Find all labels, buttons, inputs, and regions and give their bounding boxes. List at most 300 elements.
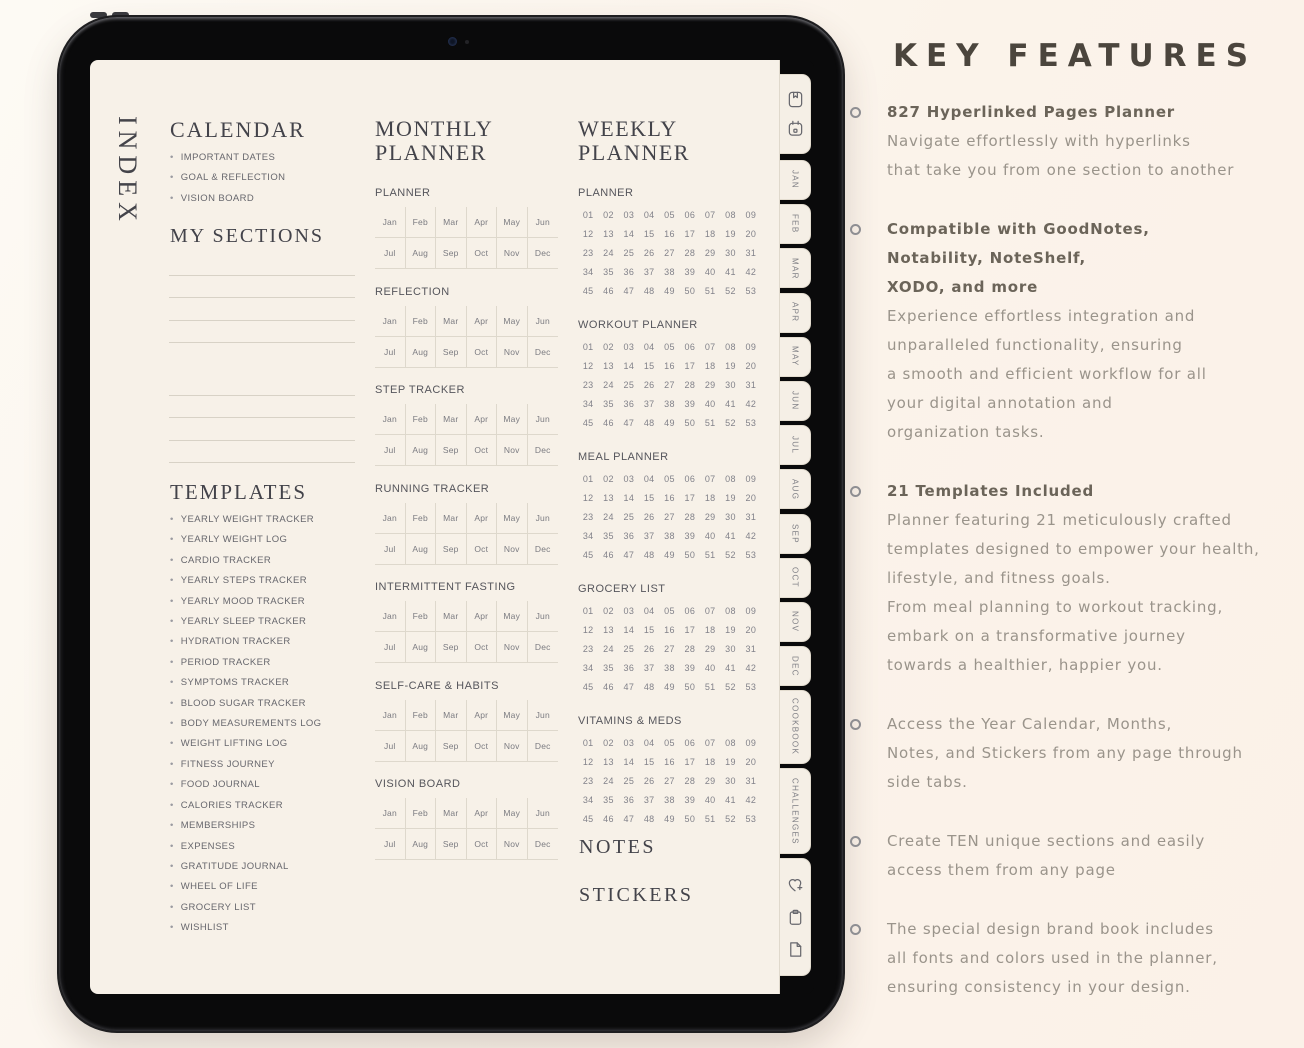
week-cell[interactable]: 13	[603, 229, 614, 240]
week-cell[interactable]: 24	[603, 511, 614, 522]
week-cell[interactable]: 26	[643, 379, 655, 390]
custom-section-slot[interactable]	[169, 321, 355, 344]
week-cell[interactable]: 39	[684, 398, 696, 409]
week-cell[interactable]: 51	[704, 285, 716, 296]
calendar-link[interactable]: • GOAL & REFLECTION	[170, 168, 285, 188]
week-cell[interactable]: 18	[704, 361, 716, 372]
month-cell[interactable]: Oct	[467, 435, 498, 466]
week-cell[interactable]: 08	[725, 210, 736, 221]
month-cell[interactable]: Jul	[375, 632, 406, 663]
month-cell[interactable]: May	[497, 207, 528, 238]
month-cell[interactable]: Apr	[467, 404, 498, 435]
calendar-link[interactable]: • VISION BOARD	[170, 189, 285, 209]
week-cell[interactable]: 27	[664, 511, 675, 522]
week-cell[interactable]: 17	[684, 625, 696, 636]
week-cell[interactable]: 15	[643, 493, 655, 504]
tab-oct[interactable]	[780, 558, 811, 598]
week-cell[interactable]: 34	[582, 530, 594, 541]
week-cell[interactable]: 36	[623, 794, 635, 805]
template-link[interactable]: • GROCERY LIST	[170, 898, 321, 918]
week-cell[interactable]: 28	[684, 247, 696, 258]
week-cell[interactable]: 07	[704, 474, 716, 485]
week-cell[interactable]: 52	[725, 681, 736, 692]
week-cell[interactable]: 20	[745, 493, 757, 504]
template-link[interactable]: • PERIOD TRACKER	[170, 653, 321, 673]
week-cell[interactable]: 34	[582, 398, 594, 409]
month-cell[interactable]: Jan	[375, 503, 406, 534]
week-cell[interactable]: 09	[745, 606, 757, 617]
month-cell[interactable]: Nov	[497, 632, 528, 663]
tab-sep[interactable]	[780, 514, 811, 554]
week-cell[interactable]: 49	[664, 681, 675, 692]
tab-nov[interactable]	[780, 602, 811, 642]
week-cell[interactable]: 48	[643, 549, 655, 560]
week-cell[interactable]: 02	[603, 474, 614, 485]
week-cell[interactable]: 52	[725, 549, 736, 560]
week-cell[interactable]: 42	[745, 662, 757, 673]
template-link[interactable]: • WEIGHT LIFTING LOG	[170, 734, 321, 754]
month-cell[interactable]: Oct	[467, 337, 498, 368]
week-cell[interactable]: 26	[643, 511, 655, 522]
week-cell[interactable]: 12	[582, 361, 594, 372]
week-cell[interactable]: 37	[643, 398, 655, 409]
week-cell[interactable]: 37	[643, 266, 655, 277]
week-cell[interactable]: 47	[623, 813, 635, 824]
template-link[interactable]: • BODY MEASUREMENTS LOG	[170, 714, 321, 734]
custom-section-slot[interactable]	[169, 253, 355, 276]
month-cell[interactable]: Aug	[406, 337, 437, 368]
month-cell[interactable]: Jul	[375, 337, 406, 368]
month-cell[interactable]: Jun	[528, 601, 559, 632]
week-cell[interactable]: 51	[704, 681, 716, 692]
month-cell[interactable]: Mar	[436, 601, 467, 632]
month-cell[interactable]: Apr	[467, 700, 498, 731]
week-cell[interactable]: 34	[582, 794, 594, 805]
week-cell[interactable]: 40	[704, 530, 716, 541]
week-cell[interactable]: 16	[664, 625, 675, 636]
week-cell[interactable]: 35	[603, 530, 614, 541]
month-cell[interactable]: Dec	[528, 238, 559, 269]
week-cell[interactable]: 24	[603, 379, 614, 390]
week-cell[interactable]: 53	[745, 813, 757, 824]
week-cell[interactable]: 24	[603, 775, 614, 786]
template-link[interactable]: • CALORIES TRACKER	[170, 796, 321, 816]
week-cell[interactable]: 36	[623, 662, 635, 673]
week-cell[interactable]: 24	[603, 247, 614, 258]
template-link[interactable]: • SYMPTOMS TRACKER	[170, 673, 321, 693]
week-cell[interactable]: 19	[725, 625, 736, 636]
week-cell[interactable]: 02	[603, 738, 614, 749]
month-cell[interactable]: Dec	[528, 435, 559, 466]
month-cell[interactable]: Jul	[375, 435, 406, 466]
monthly-section-label[interactable]: PLANNER	[375, 187, 431, 199]
month-cell[interactable]: Dec	[528, 632, 559, 663]
calendar-link[interactable]: • IMPORTANT DATES	[170, 148, 285, 168]
template-link[interactable]: • EXPENSES	[170, 837, 321, 857]
week-cell[interactable]: 13	[603, 757, 614, 768]
week-cell[interactable]: 06	[684, 210, 696, 221]
month-cell[interactable]: Sep	[436, 829, 467, 860]
monthly-section-label[interactable]: SELF-CARE & HABITS	[375, 679, 499, 692]
week-cell[interactable]: 41	[725, 662, 736, 673]
custom-section-slot[interactable]	[169, 373, 355, 396]
weekly-section-label[interactable]: GROCERY LIST	[578, 582, 666, 595]
week-cell[interactable]: 18	[704, 493, 716, 504]
custom-section-slot[interactable]	[169, 396, 355, 419]
month-cell[interactable]: Jan	[375, 798, 406, 829]
month-cell[interactable]: Aug	[406, 731, 437, 762]
week-cell[interactable]: 40	[704, 662, 716, 673]
week-cell[interactable]: 25	[623, 379, 635, 390]
week-cell[interactable]: 05	[664, 342, 675, 353]
week-cell[interactable]: 29	[704, 643, 716, 654]
week-cell[interactable]: 46	[603, 285, 614, 296]
week-cell[interactable]: 34	[582, 662, 594, 673]
month-cell[interactable]: May	[497, 798, 528, 829]
week-cell[interactable]: 16	[664, 757, 675, 768]
month-cell[interactable]: Feb	[406, 503, 437, 534]
month-cell[interactable]: Jan	[375, 404, 406, 435]
week-cell[interactable]: 26	[643, 643, 655, 654]
week-cell[interactable]: 45	[582, 813, 594, 824]
month-cell[interactable]: Feb	[406, 601, 437, 632]
clipboard-icon[interactable]	[787, 909, 804, 926]
week-cell[interactable]: 02	[603, 342, 614, 353]
week-cell[interactable]: 07	[704, 342, 716, 353]
month-cell[interactable]: Jan	[375, 601, 406, 632]
month-cell[interactable]: Nov	[497, 829, 528, 860]
tab-feb[interactable]	[780, 204, 811, 244]
week-cell[interactable]: 14	[623, 757, 635, 768]
month-cell[interactable]: Nov	[497, 337, 528, 368]
week-cell[interactable]: 19	[725, 757, 736, 768]
month-cell[interactable]: Dec	[528, 731, 559, 762]
month-cell[interactable]: Sep	[436, 435, 467, 466]
week-cell[interactable]: 03	[623, 738, 635, 749]
week-cell[interactable]: 50	[684, 549, 696, 560]
week-cell[interactable]: 40	[704, 794, 716, 805]
month-cell[interactable]: Aug	[406, 534, 437, 565]
week-cell[interactable]: 04	[643, 342, 655, 353]
week-cell[interactable]: 27	[664, 379, 675, 390]
custom-section-slot[interactable]	[169, 441, 355, 464]
week-cell[interactable]: 48	[643, 285, 655, 296]
template-link[interactable]: • MEMBERSHIPS	[170, 816, 321, 836]
template-link[interactable]: • FOOD JOURNAL	[170, 775, 321, 795]
week-cell[interactable]: 30	[725, 643, 736, 654]
week-cell[interactable]: 08	[725, 738, 736, 749]
month-cell[interactable]: Feb	[406, 207, 437, 238]
week-cell[interactable]: 08	[725, 474, 736, 485]
week-cell[interactable]: 40	[704, 266, 716, 277]
week-cell[interactable]: 06	[684, 474, 696, 485]
month-cell[interactable]: Jun	[528, 207, 559, 238]
month-cell[interactable]: Jan	[375, 700, 406, 731]
week-cell[interactable]: 23	[582, 775, 594, 786]
week-cell[interactable]: 19	[725, 229, 736, 240]
month-cell[interactable]: Jan	[375, 207, 406, 238]
stickers-link[interactable]: STICKERS	[579, 884, 694, 906]
month-cell[interactable]: Feb	[406, 798, 437, 829]
week-cell[interactable]: 49	[664, 417, 675, 428]
week-cell[interactable]: 05	[664, 474, 675, 485]
week-cell[interactable]: 35	[603, 398, 614, 409]
month-cell[interactable]: May	[497, 601, 528, 632]
week-cell[interactable]: 49	[664, 549, 675, 560]
week-cell[interactable]: 16	[664, 361, 675, 372]
week-cell[interactable]: 20	[745, 229, 757, 240]
week-cell[interactable]: 37	[643, 662, 655, 673]
week-cell[interactable]: 41	[725, 530, 736, 541]
week-cell[interactable]: 06	[684, 738, 696, 749]
month-cell[interactable]: Sep	[436, 337, 467, 368]
week-cell[interactable]: 34	[582, 266, 594, 277]
month-cell[interactable]: Jun	[528, 503, 559, 534]
month-cell[interactable]: Sep	[436, 238, 467, 269]
month-cell[interactable]: Feb	[406, 700, 437, 731]
week-cell[interactable]: 45	[582, 285, 594, 296]
template-link[interactable]: • GRATITUDE JOURNAL	[170, 857, 321, 877]
week-cell[interactable]: 17	[684, 757, 696, 768]
week-cell[interactable]: 03	[623, 474, 635, 485]
week-cell[interactable]: 48	[643, 813, 655, 824]
week-cell[interactable]: 14	[623, 493, 635, 504]
month-cell[interactable]: Oct	[467, 632, 498, 663]
tab-cookbook[interactable]	[780, 690, 811, 764]
week-cell[interactable]: 40	[704, 398, 716, 409]
week-cell[interactable]: 47	[623, 285, 635, 296]
month-cell[interactable]: Apr	[467, 601, 498, 632]
month-cell[interactable]: Nov	[497, 238, 528, 269]
week-cell[interactable]: 28	[684, 643, 696, 654]
week-cell[interactable]: 07	[704, 210, 716, 221]
month-cell[interactable]: May	[497, 306, 528, 337]
week-cell[interactable]: 01	[582, 474, 594, 485]
weekly-section-label[interactable]: PLANNER	[578, 187, 634, 199]
week-cell[interactable]: 42	[745, 266, 757, 277]
tab-jan[interactable]	[780, 160, 811, 200]
template-link[interactable]: • YEARLY SLEEP TRACKER	[170, 612, 321, 632]
week-cell[interactable]: 02	[603, 606, 614, 617]
week-cell[interactable]: 36	[623, 266, 635, 277]
monthly-section-label[interactable]: INTERMITTENT FASTING	[375, 581, 516, 593]
tab-jul[interactable]	[780, 425, 811, 465]
page-icon[interactable]	[787, 941, 804, 958]
template-link[interactable]: • FITNESS JOURNEY	[170, 755, 321, 775]
month-cell[interactable]: May	[497, 700, 528, 731]
week-cell[interactable]: 07	[704, 738, 716, 749]
week-cell[interactable]: 30	[725, 247, 736, 258]
month-cell[interactable]: Sep	[436, 731, 467, 762]
week-cell[interactable]: 07	[704, 606, 716, 617]
week-cell[interactable]: 53	[745, 285, 757, 296]
week-cell[interactable]: 38	[664, 662, 675, 673]
week-cell[interactable]: 37	[643, 530, 655, 541]
month-cell[interactable]: Nov	[497, 534, 528, 565]
month-cell[interactable]: Mar	[436, 503, 467, 534]
month-cell[interactable]: Jun	[528, 798, 559, 829]
monthly-section-label[interactable]: VISION BOARD	[375, 778, 461, 790]
month-cell[interactable]: Jul	[375, 731, 406, 762]
week-cell[interactable]: 39	[684, 266, 696, 277]
tab-jun[interactable]	[780, 381, 811, 421]
week-cell[interactable]: 03	[623, 606, 635, 617]
month-cell[interactable]: Jun	[528, 404, 559, 435]
week-cell[interactable]: 05	[664, 606, 675, 617]
week-cell[interactable]: 01	[582, 342, 594, 353]
week-cell[interactable]: 30	[725, 511, 736, 522]
week-cell[interactable]: 08	[725, 606, 736, 617]
week-cell[interactable]: 19	[725, 493, 736, 504]
week-cell[interactable]: 25	[623, 247, 635, 258]
week-cell[interactable]: 17	[684, 361, 696, 372]
week-cell[interactable]: 50	[684, 681, 696, 692]
week-cell[interactable]: 37	[643, 794, 655, 805]
notes-link[interactable]: NOTES	[579, 836, 656, 858]
calendar-icon[interactable]	[787, 120, 804, 137]
month-cell[interactable]: Aug	[406, 829, 437, 860]
week-cell[interactable]: 31	[745, 379, 757, 390]
monthly-section-label[interactable]: STEP TRACKER	[375, 384, 465, 396]
week-cell[interactable]: 09	[745, 210, 757, 221]
week-cell[interactable]: 38	[664, 794, 675, 805]
book-icon[interactable]	[787, 91, 804, 108]
month-cell[interactable]: Jul	[375, 534, 406, 565]
custom-section-slot[interactable]	[169, 418, 355, 441]
week-cell[interactable]: 29	[704, 247, 716, 258]
week-cell[interactable]: 51	[704, 549, 716, 560]
week-cell[interactable]: 17	[684, 229, 696, 240]
month-cell[interactable]: Jun	[528, 700, 559, 731]
month-cell[interactable]: Aug	[406, 238, 437, 269]
week-cell[interactable]: 04	[643, 474, 655, 485]
week-cell[interactable]: 49	[664, 813, 675, 824]
week-cell[interactable]: 31	[745, 511, 757, 522]
month-cell[interactable]: May	[497, 503, 528, 534]
week-cell[interactable]: 13	[603, 625, 614, 636]
tab-challenges[interactable]	[780, 768, 811, 854]
template-link[interactable]: • YEARLY WEIGHT LOG	[170, 530, 321, 550]
week-cell[interactable]: 15	[643, 361, 655, 372]
month-cell[interactable]: Jun	[528, 306, 559, 337]
week-cell[interactable]: 16	[664, 493, 675, 504]
week-cell[interactable]: 16	[664, 229, 675, 240]
weekly-section-label[interactable]: MEAL PLANNER	[578, 450, 669, 463]
week-cell[interactable]: 38	[664, 266, 675, 277]
month-cell[interactable]: Oct	[467, 238, 498, 269]
week-cell[interactable]: 35	[603, 266, 614, 277]
week-cell[interactable]: 26	[643, 247, 655, 258]
week-cell[interactable]: 12	[582, 625, 594, 636]
week-cell[interactable]: 45	[582, 417, 594, 428]
week-cell[interactable]: 20	[745, 625, 757, 636]
week-cell[interactable]: 27	[664, 247, 675, 258]
week-cell[interactable]: 18	[704, 229, 716, 240]
week-cell[interactable]: 35	[603, 662, 614, 673]
week-cell[interactable]: 39	[684, 662, 696, 673]
week-cell[interactable]: 12	[582, 229, 594, 240]
week-cell[interactable]: 15	[643, 625, 655, 636]
week-cell[interactable]: 09	[745, 474, 757, 485]
weekly-section-label[interactable]: WORKOUT PLANNER	[578, 318, 698, 331]
month-cell[interactable]: Apr	[467, 798, 498, 829]
month-cell[interactable]: Feb	[406, 306, 437, 337]
monthly-section-label[interactable]: RUNNING TRACKER	[375, 482, 490, 495]
week-cell[interactable]: 23	[582, 379, 594, 390]
week-cell[interactable]: 41	[725, 266, 736, 277]
week-cell[interactable]: 28	[684, 775, 696, 786]
template-link[interactable]: • YEARLY STEPS TRACKER	[170, 571, 321, 591]
month-cell[interactable]: Nov	[497, 731, 528, 762]
week-cell[interactable]: 27	[664, 643, 675, 654]
week-cell[interactable]: 29	[704, 511, 716, 522]
week-cell[interactable]: 25	[623, 643, 635, 654]
custom-section-slot[interactable]	[169, 276, 355, 299]
month-cell[interactable]: Oct	[467, 829, 498, 860]
custom-section-slot[interactable]	[169, 298, 355, 321]
week-cell[interactable]: 48	[643, 681, 655, 692]
week-cell[interactable]: 51	[704, 813, 716, 824]
week-cell[interactable]: 13	[603, 361, 614, 372]
week-cell[interactable]: 01	[582, 738, 594, 749]
week-cell[interactable]: 02	[603, 210, 614, 221]
week-cell[interactable]: 20	[745, 757, 757, 768]
heart-plus-icon[interactable]	[787, 877, 804, 894]
month-cell[interactable]: Sep	[436, 534, 467, 565]
week-cell[interactable]: 39	[684, 794, 696, 805]
template-link[interactable]: • WHEEL OF LIFE	[170, 877, 321, 897]
week-cell[interactable]: 09	[745, 738, 757, 749]
week-cell[interactable]: 15	[643, 229, 655, 240]
week-cell[interactable]: 14	[623, 361, 635, 372]
tab-aug[interactable]	[780, 469, 811, 509]
tab-dec[interactable]	[780, 646, 811, 686]
month-cell[interactable]: Aug	[406, 435, 437, 466]
week-cell[interactable]: 29	[704, 379, 716, 390]
week-cell[interactable]: 14	[623, 625, 635, 636]
week-cell[interactable]: 23	[582, 511, 594, 522]
month-cell[interactable]: Jul	[375, 238, 406, 269]
week-cell[interactable]: 36	[623, 530, 635, 541]
week-cell[interactable]: 13	[603, 493, 614, 504]
week-cell[interactable]: 24	[603, 643, 614, 654]
week-cell[interactable]: 47	[623, 417, 635, 428]
week-cell[interactable]: 05	[664, 210, 675, 221]
week-cell[interactable]: 03	[623, 210, 635, 221]
monthly-section-label[interactable]: REFLECTION	[375, 285, 450, 298]
week-cell[interactable]: 18	[704, 757, 716, 768]
week-cell[interactable]: 28	[684, 379, 696, 390]
week-cell[interactable]: 23	[582, 643, 594, 654]
month-cell[interactable]: Feb	[406, 404, 437, 435]
month-cell[interactable]: Apr	[467, 207, 498, 238]
week-cell[interactable]: 06	[684, 342, 696, 353]
week-cell[interactable]: 46	[603, 549, 614, 560]
template-link[interactable]: • CARDIO TRACKER	[170, 551, 321, 571]
week-cell[interactable]: 04	[643, 210, 655, 221]
month-cell[interactable]: Mar	[436, 207, 467, 238]
month-cell[interactable]: Aug	[406, 632, 437, 663]
week-cell[interactable]: 05	[664, 738, 675, 749]
week-cell[interactable]: 30	[725, 775, 736, 786]
month-cell[interactable]: May	[497, 404, 528, 435]
week-cell[interactable]: 17	[684, 493, 696, 504]
month-cell[interactable]: Dec	[528, 829, 559, 860]
week-cell[interactable]: 46	[603, 681, 614, 692]
week-cell[interactable]: 27	[664, 775, 675, 786]
week-cell[interactable]: 18	[704, 625, 716, 636]
week-cell[interactable]: 03	[623, 342, 635, 353]
